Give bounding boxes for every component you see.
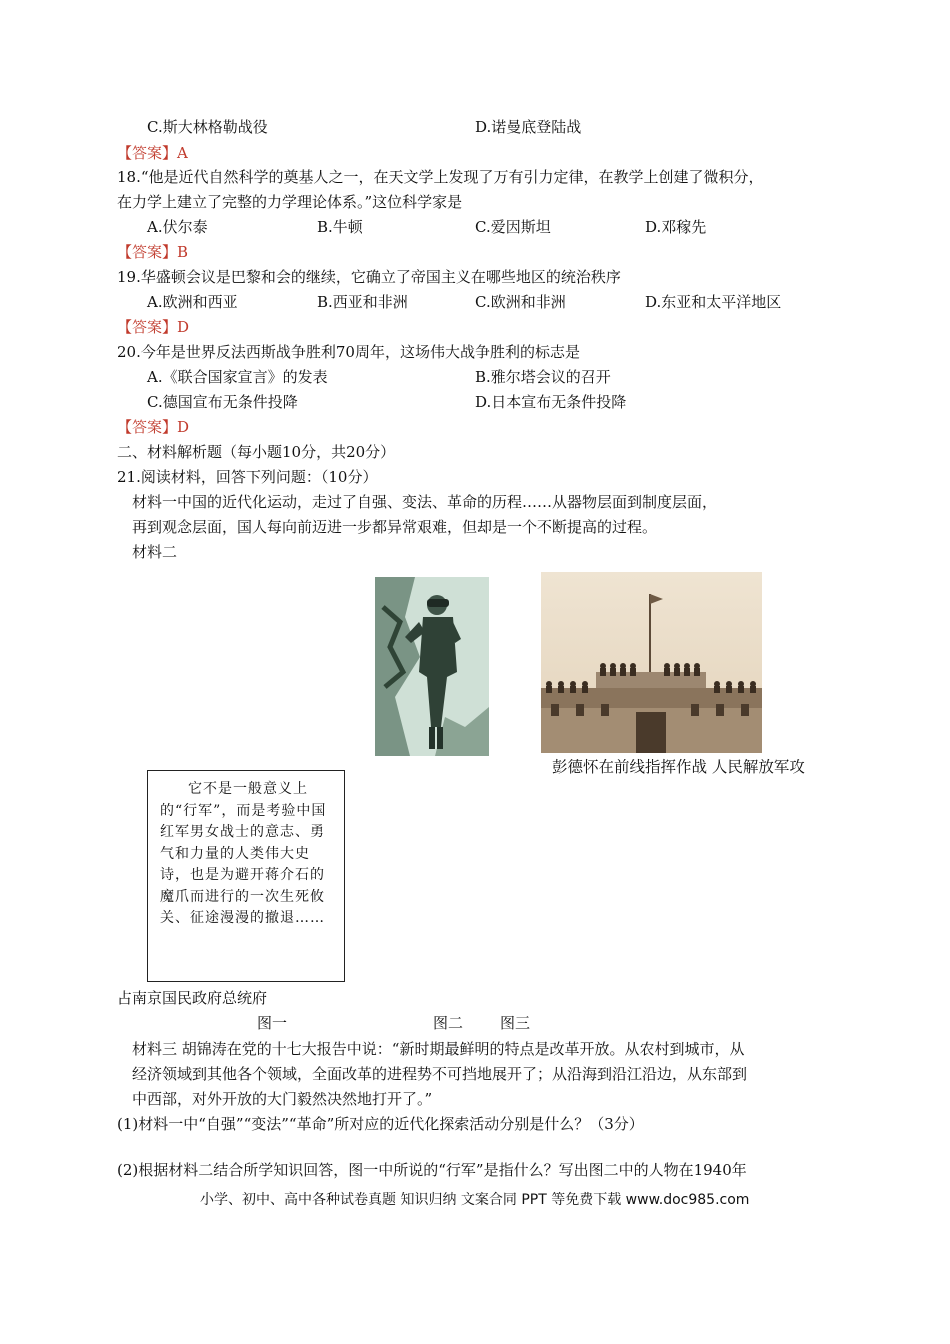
material3-line1: 材料三 胡锦涛在党的十七大报告中说：“新时期最鲜明的特点是改革开放。从农村到城市，从	[132, 1040, 745, 1058]
q18-stem-line1: 18.“他是近代自然科学的奠基人之一，在天文学上发现了万有引力定律，在教学上创建了微积分，	[117, 168, 764, 186]
figure-label-3: 图三	[500, 1014, 531, 1032]
q18-option-c: C.爱因斯坦	[475, 218, 551, 236]
q19-option-b: B.西亚和非洲	[317, 293, 408, 311]
long-march-text: 它不是一般意义上的“行军”，而是考验中国红军男女战士的意志、勇气和力量的人类伟大史诗，也是为避开蒋介石的魔爪而进行的一次生死攸关、征途漫漫的撤退……	[160, 781, 327, 926]
q20-stem: 20.今年是世界反法西斯战争胜利70周年，这场伟大战争胜利的标志是	[117, 343, 580, 361]
q18-answer: 【答案】B	[117, 243, 189, 261]
q19-option-d: D.东亚和太平洋地区	[645, 293, 782, 311]
sub-question-1: (1)材料一中“自强”“变法”“革命”所对应的近代化探索活动分别是什么？（3分）	[117, 1115, 644, 1133]
q19-option-a: A.欧洲和西亚	[147, 293, 238, 311]
q21-stem: 21.阅读材料，回答下列问题：（10分）	[117, 468, 378, 486]
figure-label-2: 图二	[433, 1014, 464, 1032]
q20-option-b: B.雅尔塔会议的召开	[475, 368, 611, 386]
footer-text: 小学、初中、高中各种试卷真题 知识归纳 文案合同 PPT 等免费下载 www.doc985.com	[200, 1192, 750, 1208]
q17-answer: 【答案】A	[117, 144, 188, 162]
q17-option-d: D.诺曼底登陆战	[475, 118, 582, 136]
material3-line2: 经济领域到其他各个领域，全面改革的进程势不可挡地展开了；从沿海到沿江沿边，从东部到	[132, 1065, 748, 1083]
sub-question-2: (2)根据材料二结合所学知识回答，图一中所说的“行军”是指什么？写出图二中的人物在1940年	[117, 1161, 747, 1179]
section-heading: 二、材料解析题（每小题10分，共20分）	[117, 443, 396, 461]
material1-line1: 材料一中国的近代化运动，走过了自强、变法、革命的历程……从器物层面到制度层面，	[132, 493, 718, 511]
q20-option-c: C.德国宣布无条件投降	[147, 393, 298, 411]
q19-stem: 19.华盛顿会议是巴黎和会的继续，它确立了帝国主义在哪些地区的统治秩序	[117, 268, 621, 286]
figure-caption-right: 彭德怀在前线指挥作战 人民解放军攻	[552, 758, 805, 776]
q20-answer: 【答案】D	[117, 418, 190, 436]
q17-option-c: C.斯大林格勒战役	[147, 118, 268, 136]
q20-option-a: A.《联合国家宣言》的发表	[147, 368, 328, 386]
long-march-text-box	[147, 770, 345, 982]
q18-stem-line2: 在力学上建立了完整的力学理论体系。”这位科学家是	[117, 193, 463, 211]
material2-label: 材料二	[132, 543, 178, 561]
figure-caption-continued: 占南京国民政府总统府	[117, 989, 268, 1007]
q19-answer: 【答案】D	[117, 318, 190, 336]
photo-peng-dehuai	[375, 577, 489, 756]
q18-option-d: D.邓稼先	[645, 218, 707, 236]
q18-option-b: B.牛顿	[317, 218, 363, 236]
material1-line2: 再到观念层面，国人每向前迈进一步都异常艰难，但却是一个不断提高的过程。	[132, 518, 658, 536]
q19-option-c: C.欧洲和非洲	[475, 293, 566, 311]
q18-option-a: A.伏尔泰	[147, 218, 208, 236]
figure-label-1: 图一	[257, 1014, 288, 1032]
q20-option-d: D.日本宣布无条件投降	[475, 393, 627, 411]
photo-presidential-palace	[541, 572, 762, 753]
material3-line3: 中西部，对外开放的大门毅然决然地打开了。”	[132, 1090, 433, 1108]
